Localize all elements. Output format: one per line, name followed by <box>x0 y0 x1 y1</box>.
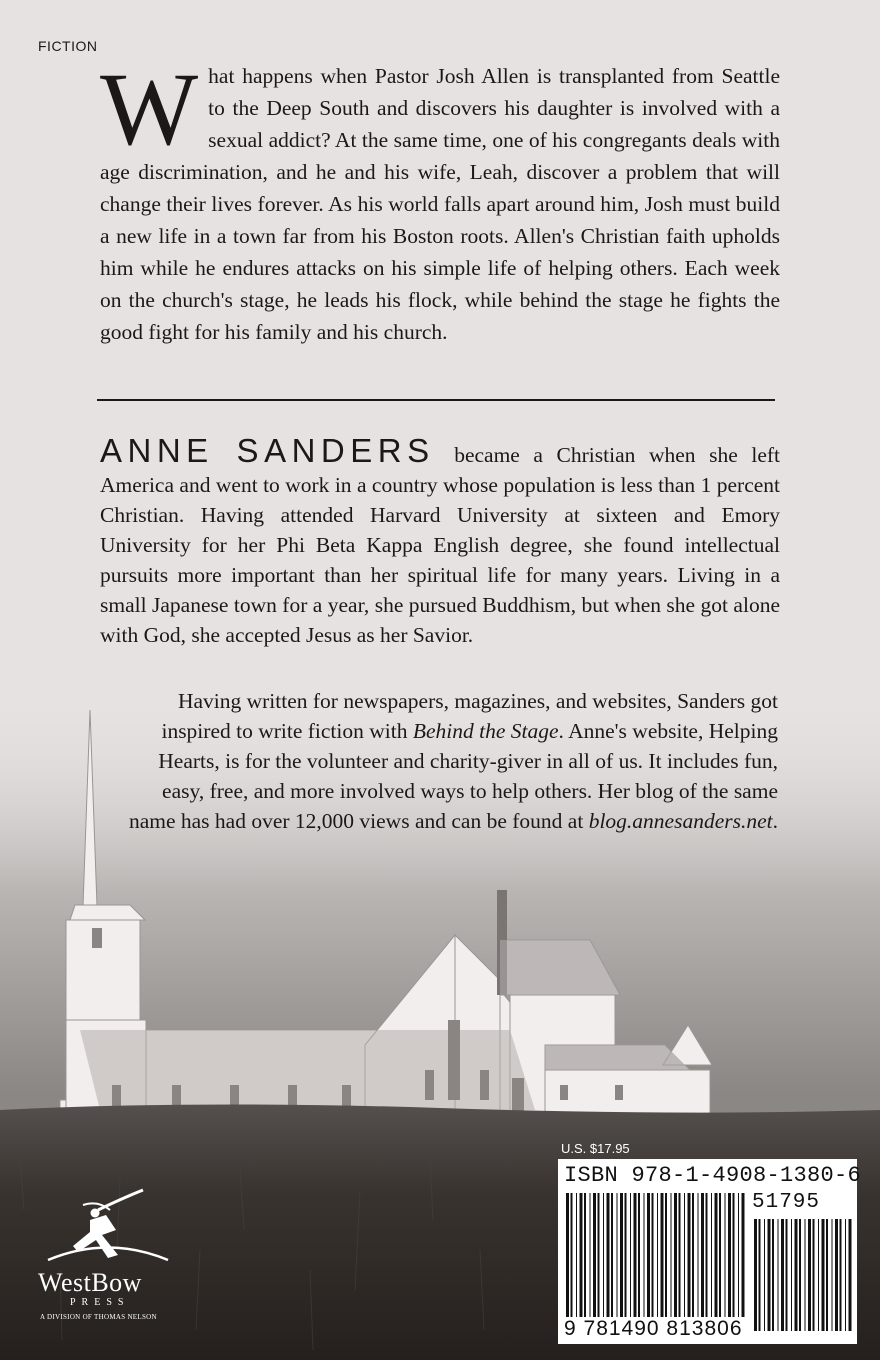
barcode-bar <box>808 1219 811 1331</box>
barcode-bar <box>617 1193 618 1317</box>
drop-cap: W <box>100 52 199 167</box>
barcode-bar <box>584 1193 586 1317</box>
price-code: 51795 <box>752 1191 821 1214</box>
barcode-bar <box>684 1193 685 1317</box>
barcode-bar <box>630 1193 631 1317</box>
barcode-bar <box>661 1193 664 1317</box>
website-text-2: . Anne's website, Helping Hearts, is for the volunteer and charity-giver in all of us. It includes fun, easy, free, and more involved ways to help others. Her blog of the same name has had over 12,000 views and can be found at <box>128 719 778 833</box>
barcode-bar <box>647 1193 650 1317</box>
barcode-bar <box>835 1219 838 1331</box>
barcode-bar <box>674 1193 677 1317</box>
barcode-bar <box>832 1219 833 1331</box>
barcode-bar <box>826 1219 828 1331</box>
price-label: U.S. $17.95 <box>561 1141 630 1156</box>
barcode-bar <box>688 1193 691 1317</box>
barcode-bar <box>679 1193 681 1317</box>
barcode-bar <box>607 1193 610 1317</box>
barcode-bar <box>611 1193 613 1317</box>
barcode-bar <box>754 1219 757 1331</box>
publisher-name: WestBow <box>38 1268 142 1297</box>
bio-text: became a Christian when she left America and went to work in a country whose population is less than 1 percent Christian. Having attended Harvard University at sixteen and Emory University for her Phi Beta Kappa English degree, she found intellectual pursuits more important than her spiritual life for many years. Living in a small Japanese town for a year, she pursued Buddhism, but when she got alone with God, she accepted Jesus as her Savior. <box>100 443 781 647</box>
author-bio <box>100 432 781 650</box>
barcode-bar <box>759 1219 761 1331</box>
barcode-bar <box>840 1219 842 1331</box>
barcode-bar <box>652 1193 654 1317</box>
barcode-bar <box>786 1219 788 1331</box>
barcode-bar <box>711 1193 712 1317</box>
barcode-bar <box>598 1193 600 1317</box>
barcode-bar <box>768 1219 771 1331</box>
barcode-bar <box>818 1219 819 1331</box>
publisher-division: A DIVISION OF THOMAS NELSON <box>40 1313 157 1321</box>
barcode-bar <box>566 1193 569 1317</box>
barcode-bar <box>795 1219 798 1331</box>
barcode-bar <box>781 1219 784 1331</box>
barcode-bar <box>644 1193 645 1317</box>
barcode-bar <box>698 1193 699 1317</box>
barcode-bar <box>738 1193 739 1317</box>
barcode-bar <box>799 1219 801 1331</box>
barcode-bar <box>728 1193 731 1317</box>
blurb-text: hat happens when Pastor Josh Allen is transplanted from Seattle to the Deep South and discovers his daughter is involved with a sexual addict? At the same time, one of his congregants deals with age discrimination, and he and his wife, Leah, discover a problem that will change their lives forever. As his world falls apart around him, Josh must build a new life in a town far from his Boston roots. Allen's Christian faith upholds him while he endures attacks on his simple life of helping others. Each week on the church's stage, he leads his flock, while behind the stage he fights the good fight for his family and his church. <box>100 64 780 344</box>
author-name: ANNE SANDERS <box>100 432 435 469</box>
blog-url: blog.annesanders.net <box>588 809 773 833</box>
barcode-bar <box>813 1219 815 1331</box>
barcode-bar <box>715 1193 718 1317</box>
barcode-bar <box>571 1193 573 1317</box>
barcode-bar <box>692 1193 694 1317</box>
barcode-bar <box>701 1193 704 1317</box>
barcode-bar <box>576 1193 577 1317</box>
barcode-bar <box>638 1193 640 1317</box>
barcode-bar <box>733 1193 735 1317</box>
barcode-bar <box>764 1219 765 1331</box>
barcode-bar <box>657 1193 658 1317</box>
book-blurb <box>100 52 780 348</box>
barcode-bar <box>778 1219 779 1331</box>
barcode-bar <box>634 1193 637 1317</box>
barcode-bar <box>719 1193 721 1317</box>
barcode-bar <box>845 1219 846 1331</box>
divider-rule <box>97 399 775 401</box>
isbn-label: ISBN 978-1-4908-1380-6 <box>564 1163 862 1188</box>
barcode-bar <box>742 1193 745 1317</box>
genre-label: FICTION <box>38 38 98 54</box>
barcode-bar <box>665 1193 667 1317</box>
barcode-bar <box>603 1193 604 1317</box>
book-title: Behind the Stage <box>412 719 559 743</box>
barcode-bar <box>671 1193 672 1317</box>
barcode-bar <box>580 1193 583 1317</box>
website-paragraph <box>112 686 778 836</box>
barcode-bar <box>593 1193 596 1317</box>
barcode-bar <box>706 1193 708 1317</box>
website-text-3: . <box>772 809 778 833</box>
barcode-bar <box>849 1219 852 1331</box>
barcode-bar <box>822 1219 825 1331</box>
barcode-bar <box>791 1219 792 1331</box>
barcode-bar <box>725 1193 726 1317</box>
barcode-bar <box>625 1193 627 1317</box>
barcode-bar <box>620 1193 623 1317</box>
website-text-1: Having written for newspapers, magazines, and websites, Sanders got inspired to write fiction with <box>161 689 778 743</box>
isbn-digits: 9 781490 813806 <box>564 1317 743 1340</box>
publisher-press: PRESS <box>70 1297 130 1308</box>
barcode-bar <box>590 1193 591 1317</box>
barcode-box <box>558 1159 862 1344</box>
barcode-bar <box>805 1219 806 1331</box>
barcode-bar <box>772 1219 774 1331</box>
